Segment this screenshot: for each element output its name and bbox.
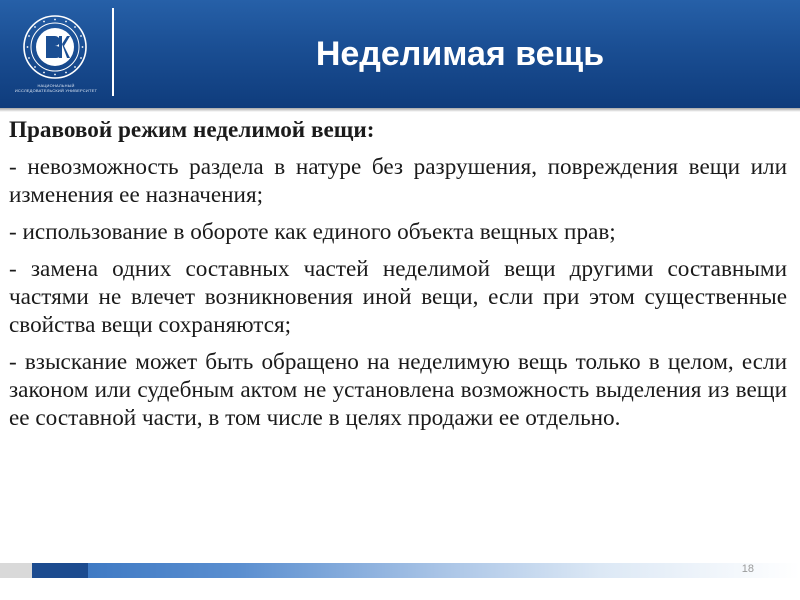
list-item: - невозможность раздела в натуре без разрушения, повреждения вещи или изменения ее назначения; [9, 154, 787, 208]
page-number: 18 [741, 563, 754, 575]
list-item: - взыскание может быть обращено на неделимую вещь только в целом, если законом или судебным актом не установлена возможность выделения из вещи ее составной части, в том числе в целях продажи ее отдельно. [9, 349, 787, 431]
header-bar [0, 0, 800, 108]
slide-content [9, 116, 787, 441]
slide-title: Неделимая вещь [315, 35, 605, 73]
list-item: - использование в обороте как единого объекта вещных прав; [9, 219, 616, 245]
header-divider [112, 8, 114, 96]
logo-caption: НАЦИОНАЛЬНЫЙ ИССЛЕДОВАТЕЛЬСКИЙ УНИВЕРСИТЕТ [14, 83, 98, 93]
footer-bar [0, 563, 800, 578]
list-item: - замена одних составных частей неделимой вещи другими составными частями не влечет возникновения иной вещи, если при этом существенные свойства вещи сохраняются; [9, 256, 787, 338]
university-logo-icon [22, 14, 88, 80]
content-heading: Правовой режим неделимой вещи: [9, 117, 375, 143]
header-shadow [0, 108, 800, 112]
